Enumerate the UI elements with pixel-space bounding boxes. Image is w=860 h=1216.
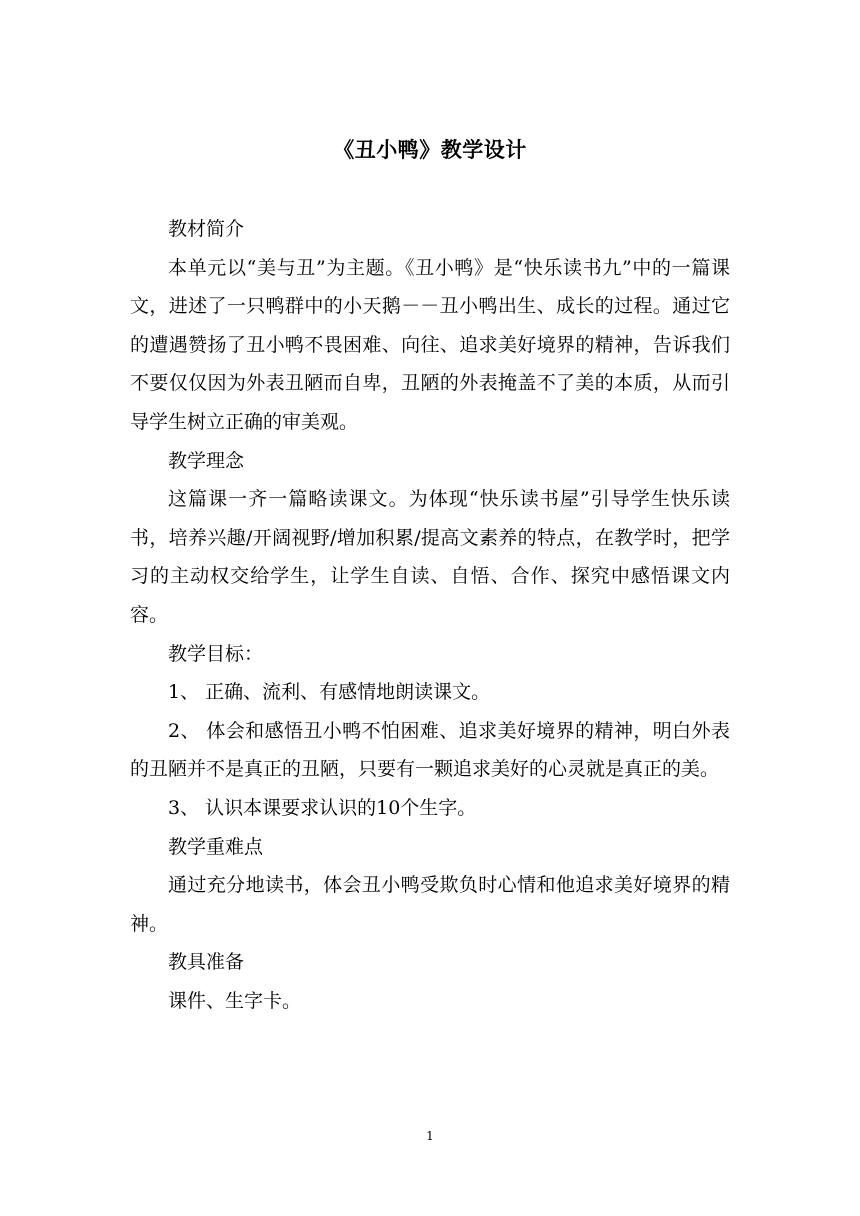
key-points-paragraph: 通过充分地读书，体会丑小鸭受欺负时心情和他追求美好境界的精神。: [130, 874, 730, 935]
intro-heading: 教材简介: [168, 218, 245, 240]
materials-paragraph: 课件、生字卡。: [168, 989, 302, 1012]
page-number: 1: [426, 1129, 434, 1143]
key-points-heading: 教学重难点: [168, 835, 264, 858]
concept-heading: 教学理念: [168, 449, 245, 472]
concept-paragraph: 这篇课一齐一篇略读课文。为体现“快乐读书屋”引导学生快乐读书，培养兴趣/开阔视野/增加积累/提高文素养的特点，在教学时，把学习的主动权交给学生，让学生自读、自悟、合作、探究中感悟课文内容。: [130, 488, 730, 626]
document-body: [130, 210, 730, 1020]
goals-heading: 教学目标：: [168, 642, 264, 665]
intro-paragraph: 本单元以“美与丑”为主题。《丑小鸭》是“快乐读书九”中的一篇课文，进述了一只鸭群中的小天鹅－－丑小鸭出生、成长的过程。通过它的遭遇赞扬了丑小鸭不畏困难、向往、追求美好境界的精神，告诉我们不要仅仅因为外表丑陋而自卑，丑陋的外表掩盖不了美的本质，从而引导学生树立正确的审美观。: [130, 256, 730, 433]
goal-item-1: 1、 正确、流利、有感情地朗读课文。: [168, 681, 491, 704]
document-title: 《丑小鸭》教学设计: [333, 137, 527, 162]
materials-heading: 教具准备: [168, 951, 245, 974]
goal-item-3: 3、 认识本课要求认识的10个生字。: [168, 796, 477, 819]
goal-item-2: 2、 体会和感悟丑小鸭不怕困难、追求美好境界的精神，明白外表的丑陋并不是真正的丑陋，只要有一颗追求美好的心灵就是真正的美。: [130, 719, 730, 781]
